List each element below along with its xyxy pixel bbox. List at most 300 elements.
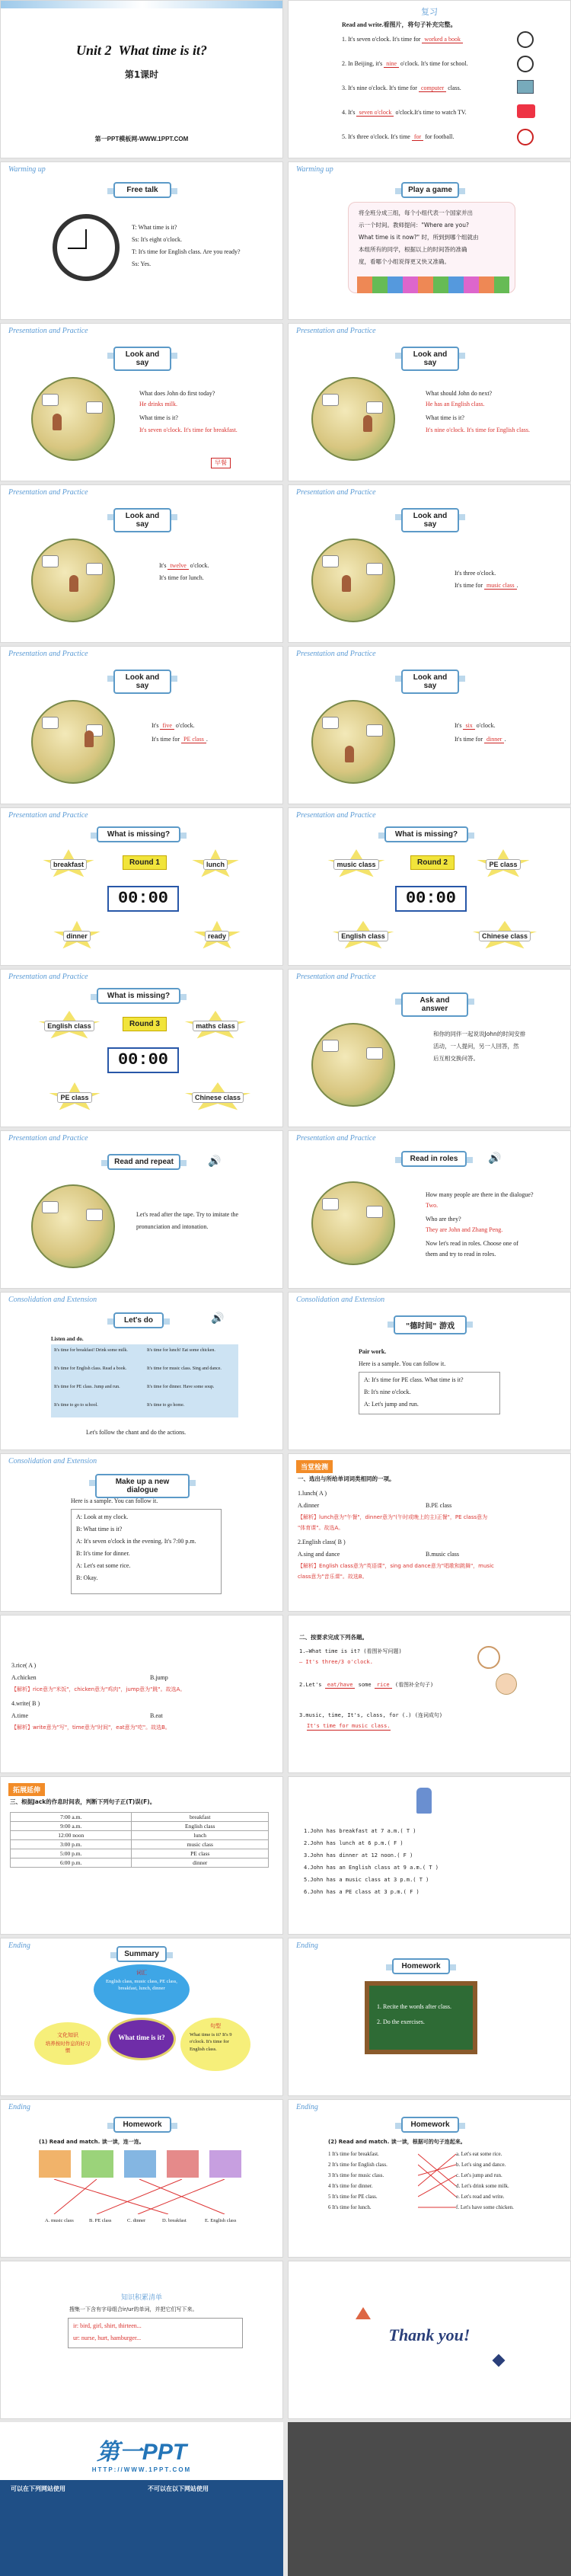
footer-logo: 第一PPT [96,2440,187,2465]
activity-cell: breakfast [132,1813,269,1822]
table-row [11,1849,269,1858]
section-label: Ending [296,2103,318,2111]
slide-game [288,1292,571,1450]
review-item-2: 2. In Beijing, it's nine o'clock. It's time for school. [342,60,468,67]
tv-icon [517,104,535,118]
left-sentence: 6 It's time for lunch. [328,2204,372,2210]
la5-line-1: It's five o'clock. [152,722,195,729]
roles-line-5: Now let's read in roles. Choose one of [426,1240,518,1247]
ex2-q3: 3.music, time, It's, class, for (.) (连词成句) [299,1712,443,1718]
ex1b-line: B.jump [150,1674,168,1681]
game-line-4: 本组所有的同学，根据以上的时间答的准确 [359,246,467,253]
schedule-table [10,1812,269,1868]
ex1-line: 2.English class( B ) [298,1539,346,1545]
banner-summary: Summary [116,1946,167,1962]
banner-play-game: Play a game [401,182,459,198]
ex3b-line: 4.John has an English class at 9 a.m.( T ) [304,1865,439,1871]
clock-icon [517,56,534,72]
star-card[interactable]: Chinese class [183,1082,252,1113]
slide-thanks [288,2261,571,2419]
culture-label: 文化知识 [57,2032,78,2038]
school-picture [311,539,395,622]
section-label: Presentation and Practice [8,488,88,497]
ex1b-explain: 【解析】write意为"写"，time意为"时间"，eat意为"吃"。故选B。 [11,1724,171,1731]
star-card[interactable]: dinner [53,921,101,951]
la3-line-1: It's twelve o'clock. [159,562,209,569]
section-label: Consolidation and Extension [8,1296,97,1304]
school-picture [31,700,115,784]
john-figure [345,746,354,762]
culture-bubble [34,2022,101,2065]
la1-note: 早餐 [211,458,231,468]
ex2-q1: 1.—What time is it? (看图补写问题) [299,1648,402,1654]
ex1b-line: 3.rice( A ) [11,1662,37,1669]
school-picture [311,1181,395,1265]
section-label: Presentation and Practice [296,488,376,497]
slide-homework-2 [0,2099,283,2258]
clock-icon [517,31,534,48]
slide-exercise-2 [288,1615,571,1773]
la4-line-2: It's time for music class . [455,582,518,589]
homework-line-2: 2. Do the exercises. [377,2018,425,2025]
dialog-line: A: It's seven o'clock in the evening. It's 7:00 p.m. [76,1538,196,1545]
left-sentence: 5 It's time for PE class. [328,2194,378,2200]
lets-do-cell: It's time for lunch! Eat some chicken. [147,1348,215,1353]
table-row [11,1831,269,1840]
game-dialogue-box [359,1372,500,1414]
slide-homework-1 [288,1938,571,2096]
slide-missing-round-3 [0,969,283,1127]
la4-line-1: It's three o'clock. [455,570,496,577]
left-sentence: 2 It's time for English class. [328,2162,388,2168]
ex1b-explain: 【解析】rice意为"米饭"，chicken意为"鸡肉"，jump意为"跳"。故选A。 [11,1686,186,1692]
free-talk-line-3: T: It's time for English class. Are you ready? [132,248,241,255]
slide-look-say-3 [0,484,283,643]
banner-what-missing: What is missing? [384,826,468,842]
john-figure [342,575,351,592]
blank-slide [288,2422,571,2576]
pattern-text: What time is it? It's 9 o'clock. It's time for English class. [190,2032,232,2052]
clock-icon [477,1646,500,1669]
slide-exercise-3b [288,1776,571,1935]
ex1b-line: 4.write( B ) [11,1700,40,1707]
free-talk-line-2: Ss: It's eight o'clock. [132,236,182,243]
star-card[interactable]: ready [193,921,241,951]
lets-do-grid [51,1344,238,1417]
round-label: Round 1 [123,855,167,870]
speaker-icon[interactable]: 🔊 [488,1152,502,1165]
match-label: A. music class [45,2218,74,2223]
slide-homework-3 [288,2099,571,2258]
right-sentence: f. Let's have some chicken. [456,2204,514,2210]
vocab-bubble [94,1964,190,2015]
banner-game: "德时间" 游戏 [394,1315,467,1334]
fruit-decoration [357,276,509,293]
lets-do-cell: It's time to go to school. [54,1403,98,1408]
exercise-tag: 当堂检测 [296,1460,333,1473]
pattern-bubble [180,2018,250,2071]
roles-line-3: Who are they? [426,1216,461,1222]
banner-read-repeat: Read and repeat [107,1154,180,1170]
slide-look-say-6 [288,646,571,804]
cover-lesson: 第1课时 [124,69,159,80]
free-talk-line-1: T: What time is it? [132,224,177,231]
la1-line-4: It's seven o'clock. It's time for breakfast. [139,427,238,433]
table-row [11,1840,269,1849]
la2-line-1: What should John do next? [426,390,493,397]
ex3b-line: 6.John has a PE class at 3 p.m.( F ) [304,1889,419,1895]
la1-line-2: He drinks milk. [139,401,177,407]
ex3b-line: 2.John has lunch at 6 p.m.( F ) [304,1840,404,1846]
star-card[interactable]: lunch [191,849,240,880]
banner-look-say: Look and say [113,347,171,371]
ex1-explain: 【解析】English class意为"英语课"，sing and dance意为"唱歌和跳舞"，music [298,1563,494,1569]
slide-exercise-1b [0,1615,283,1773]
lets-do-foot: Let's follow the chant and do the actions. [86,1429,187,1436]
banner-homework: Homework [113,2117,171,2133]
roles-line-6: them and try to read in roles. [426,1251,496,1258]
slide-cover [0,0,283,158]
accum-line: ur: nurse, hurt, hamburger... [73,2335,142,2341]
ex3b-line: 1.John has breakfast at 7 a.m.( T ) [304,1828,416,1834]
timer-display: 00:00 [107,1047,179,1073]
match-label: B. PE class [89,2218,112,2223]
banner-read-roles: Read in roles [401,1151,467,1167]
cover-title: Unit 2 What time is it? [75,43,208,58]
picture-1 [39,2150,71,2178]
roles-line-4: They are John and Zhang Peng. [426,1226,503,1233]
cover-brand: 第一PPT模板网-WWW.1PPT.COM [94,136,189,142]
culture-text: 培养按时作息的好习惯 [45,2041,91,2054]
picture-2 [81,2150,113,2178]
dialog-box [71,1509,222,1594]
banner-what-missing: What is missing? [97,988,180,1004]
ex2-a3: It's time for music class. [307,1722,391,1731]
la2-line-4: It's nine o'clock. It's time for English class. [426,427,530,433]
slide-look-say-1 [0,323,283,481]
la6-line-2: It's time for dinner . [455,736,506,743]
game-line: A: Let's jump and run. [364,1401,419,1408]
section-label: Presentation and Practice [296,327,376,335]
star-card[interactable]: Chinese class [471,921,538,951]
time-cell: 6:00 p.m. [11,1858,132,1868]
dialog-line: B: What time is it? [76,1526,123,1532]
section-label: Presentation and Practice [8,973,88,981]
ex1-line: B.music class [426,1551,459,1558]
roles-line-1: How many people are there in the dialogue? [426,1191,534,1198]
banner-look-say: Look and say [113,508,171,532]
activity-cell: lunch [132,1831,269,1840]
banner-free-talk: Free talk [113,182,171,198]
match-lines [418,2150,456,2211]
activity-cell: music class [132,1840,269,1849]
match-label: E. English class [205,2218,237,2223]
ask-line-1: 和你的同伴一起说说John的时间安排 [433,1031,526,1037]
banner-ask-answer: Ask and answer [401,992,468,1017]
slide-look-say-2 [288,323,571,481]
school-picture [311,1023,395,1107]
vocab-label: 词汇 [136,1970,147,1976]
game-line: A: It's time for PE class. What time is it? [364,1376,464,1383]
homework-line-1: 1. Recite the words after class. [377,2003,451,2010]
alarm-clock-icon [517,129,534,145]
ex2-a1: — It's three/3 o'clock. [299,1659,373,1665]
star-card[interactable]: breakfast [42,849,95,880]
section-label: Presentation and Practice [296,973,376,981]
dialog-line: A: Look at my clock. [76,1513,129,1520]
review-instruction: Read and write.看图片，将句子补充完整。 [342,21,457,28]
dialog-line: B: Okay. [76,1574,98,1581]
cover-border [1,1,283,8]
star-card[interactable]: music class [327,849,386,880]
table-row [11,1813,269,1822]
game-line-3: What time is it now?" 时，所到到哪个组就由 [359,234,479,241]
school-picture [31,1184,115,1268]
decor-icon [493,2354,506,2367]
la6-line-1: It's six o'clock. [455,722,496,729]
speaker-icon[interactable]: 🔊 [208,1155,222,1168]
banner-new-dialogue: Make up a new dialogue [95,1474,190,1498]
chalkboard [365,1981,477,2054]
lets-do-cell: It's time to go home. [147,1403,185,1408]
john-figure [85,730,94,747]
footer-url[interactable]: HTTP://WWW.1PPT.COM [91,2466,192,2473]
slide-play-game [288,161,571,320]
review-item-1: 1. It's seven o'clock. It's time for worked a book [342,35,463,44]
star-card[interactable]: PE class [48,1082,101,1113]
ex3b-line: 5.John has a music class at 3 p.m.( T ) [304,1877,429,1883]
activity-cell: PE class [132,1849,269,1858]
right-sentence: d. Let's drink some milk. [456,2183,509,2189]
accum-line: ir: bird, girl, shirt, thirteen... [73,2322,142,2329]
review-item-3: 3. It's nine o'clock. It's time for computer class. [342,85,461,91]
section-label: Warming up [296,165,333,174]
la2-line-2: He has an English class. [426,401,485,407]
john-figure [363,415,372,432]
banner-look-say: Look and say [401,347,459,371]
section-label: Ending [8,2103,30,2111]
right-sentence: e. Let's read and write. [456,2194,505,2200]
ex1-line: B.PE class [426,1502,452,1509]
la1-line-1: What does John do first today? [139,390,215,397]
time-cell: 7:00 a.m. [11,1813,132,1822]
ex1b-line: B.eat [150,1712,163,1719]
slide-review [288,0,571,158]
banner-lets-do: Let's do [113,1312,164,1328]
game-line-2: 示一个时间。教师提问："Where are you? [359,222,469,229]
section-label: Presentation and Practice [296,1134,376,1143]
ex1b-line: A.chicken [11,1674,37,1681]
match-line [97,2179,182,2214]
match-lines [39,2179,244,2214]
child-eating-picture [496,1673,517,1695]
match-line [418,2175,456,2197]
lets-do-cell: It's time for breakfast! Drink some milk. [54,1348,128,1353]
ex1-title: 一、选出与所给单词词类相同的一项。 [298,1475,395,1482]
center-bubble: What time is it? [107,2018,176,2060]
section-label: Presentation and Practice [8,650,88,658]
slide-lets-do [0,1292,283,1450]
match-label: D. breakfast [162,2218,187,2223]
slide-summary [0,1938,283,2096]
footer-panel [0,2480,283,2576]
match-line [418,2165,456,2197]
dialog-line: A: Let's eat some rice. [76,1562,131,1569]
picture-3 [124,2150,156,2178]
banner-what-missing: What is missing? [97,826,180,842]
homework3-title: (2) Read and match. 读一读，根据可的句子连起来。 [328,2139,466,2145]
section-label: Consolidation and Extension [8,1457,97,1465]
ex2-title: 二、按要求完成下列各题。 [299,1634,368,1641]
slide-missing-round-2 [288,807,571,966]
activity-cell: English class [132,1822,269,1831]
banner-look-say: Look and say [401,508,459,532]
right-sentence: c. Let's jump and run. [456,2172,502,2178]
ex1-line: 1.lunch( A ) [298,1490,327,1497]
john-figure [53,414,62,430]
la1-line-3: What time is it? [139,414,178,421]
ex1-explain: class意为"音乐课"。故选B。 [298,1574,368,1580]
game-pair-work: Pair work. [359,1348,387,1355]
ask-line-2: 活动，一人提问，另一人回答，然 [433,1043,519,1050]
section-label: Consolidation and Extension [296,1296,385,1304]
timer-display: 00:00 [395,886,467,912]
review-item-4: 4. It's seven o'clock o'clock.It's time to watch TV. [342,109,467,116]
game-line-1: 将全班分成三组，每个小组代表一个国家并出 [359,209,473,216]
section-label: Presentation and Practice [8,1134,88,1143]
ex3-title: 三、根据Jack的作息时间表，判断下列句子正(T)误(F)。 [10,1798,156,1805]
lets-do-title: Listen and do. [51,1336,84,1342]
left-sentence: 4 It's time for dinner. [328,2183,373,2189]
round-label: Round 2 [410,855,455,870]
left-sentence: 3 It's time for music class. [328,2172,384,2178]
section-label: Warming up [8,165,46,174]
roles-line-2: Two. [426,1202,439,1209]
game-sample: Here is a sample. You can follow it. [359,1360,446,1367]
school-picture [311,700,395,784]
accum-lead: 搜集一下含有字母组合ir/ur的单词，并把它们写下来。 [69,2306,198,2312]
ex1-explain: 【解析】lunch意为"午餐"，dinner意为"(午时或晚上的主)正餐"，PE class意为 [298,1514,488,1520]
pattern-label: 句型 [210,2023,221,2029]
match-line [54,2179,97,2214]
left-sentence: 1 It's time for breakfast. [328,2151,379,2157]
slide-exercise-3 [0,1776,283,1935]
activity-cell: dinner [132,1858,269,1868]
section-label: Presentation and Practice [296,650,376,658]
free-talk-line-4: Ss: Yes. [132,260,152,267]
section-label: Presentation and Practice [8,327,88,335]
section-label: Ending [296,1942,318,1950]
accum-title: 知识积累清单 [120,2294,162,2302]
dialog-sample: Here is a sample. You can follow it. [71,1497,158,1504]
time-cell: 9:00 a.m. [11,1822,132,1831]
dialog-line: B: It's time for dinner. [76,1550,130,1557]
footer-right-title: 不可以在以下网站使用 [148,2485,209,2492]
ex1-line: A.sing and dance [298,1551,340,1558]
la2-line-3: What time is it? [426,414,464,421]
star-card[interactable]: PE class [476,849,531,880]
slide-look-say-4 [288,484,571,643]
review-tag: 复习 [421,7,438,17]
slide-new-dialogue [0,1453,283,1612]
slide-ask-answer [288,969,571,1127]
speaker-icon[interactable]: 🔊 [211,1312,225,1325]
accum-box [68,2318,243,2348]
picture-5 [209,2150,241,2178]
round-label: Round 3 [123,1017,167,1031]
timer-display: 00:00 [107,886,179,912]
banner-look-say: Look and say [401,670,459,694]
section-label: Ending [8,1942,30,1950]
table-row [11,1858,269,1868]
match-label: C. dinner [127,2218,146,2223]
lets-do-cell: It's time for English class. Read a book. [54,1366,127,1371]
ex3b-line: 3.John has dinner at 12 noon.( F ) [304,1852,413,1858]
lets-do-cell: It's time for PE class. Jump and run. [54,1385,120,1389]
ex1-line: A.dinner [298,1502,320,1509]
repeat-line-2: pronunciation and intonation. [136,1223,209,1230]
slide-accumulation [0,2261,283,2419]
decor-icon [356,2307,371,2319]
star-card[interactable]: English class [37,1011,101,1041]
slide-read-roles [288,1130,571,1289]
repeat-line-1: Let's read after the tape. Try to imitate the [136,1211,239,1218]
exercise-tag: 拓展延伸 [8,1783,45,1796]
slide-look-say-5 [0,646,283,804]
banner-homework: Homework [392,1958,450,1974]
time-cell: 12:00 noon [11,1831,132,1840]
thank-you-text: Thank you! [388,2325,471,2344]
homework2-title: (1) Read and match. 读一读，连一连。 [39,2139,145,2145]
footer-left-title: 可以在下列网站使用 [11,2485,65,2492]
ex1b-line: A.time [11,1712,28,1719]
ask-line-3: 后互相交换问答。 [433,1055,479,1062]
time-cell: 3:00 p.m. [11,1840,132,1849]
footer-ad [0,2422,283,2576]
la3-line-2: It's time for lunch. [159,574,204,581]
lets-do-cell: It's time for music class. Sing and dance. [147,1366,222,1371]
star-card[interactable]: maths class [183,1011,247,1041]
ex1-explain: "体育课"。故选A。 [298,1525,344,1531]
ex2-q2: 2.Let's eat/have some rice (看图补全句子) [299,1682,434,1688]
boy-figure [416,1788,432,1814]
banner-look-say: Look and say [113,670,171,694]
slide-exercise-1 [288,1453,571,1612]
slide-missing-round-1 [0,807,283,966]
slide-free-talk [0,161,283,320]
table-row [11,1822,269,1831]
la5-line-2: It's time for PE class . [152,736,208,743]
review-item-5: 5. It's three o'clock. It's time for for football. [342,133,455,140]
section-label: Presentation and Practice [296,811,376,820]
lets-do-cell: It's time for dinner. Have some soup. [147,1385,215,1389]
right-sentence: a. Let's eat some rice. [456,2151,502,2157]
school-picture [31,377,115,461]
game-line-5: 度，看哪个小组说得更又快又准确。 [359,258,450,265]
wall-clock-icon [53,214,120,281]
vocab-text: English class, music class, PE class, breakfast, lunch, dinner [106,1979,177,1992]
slide-read-repeat [0,1130,283,1289]
right-sentence: b. Let's sing and dance. [456,2162,506,2168]
john-figure [69,575,78,592]
school-picture [311,377,395,461]
star-card[interactable]: English class [331,921,395,951]
picture-4 [167,2150,199,2178]
computer-icon [517,80,534,94]
time-cell: 5:00 p.m. [11,1849,132,1858]
game-line: B: It's nine o'clock. [364,1389,411,1395]
banner-homework: Homework [401,2117,459,2133]
